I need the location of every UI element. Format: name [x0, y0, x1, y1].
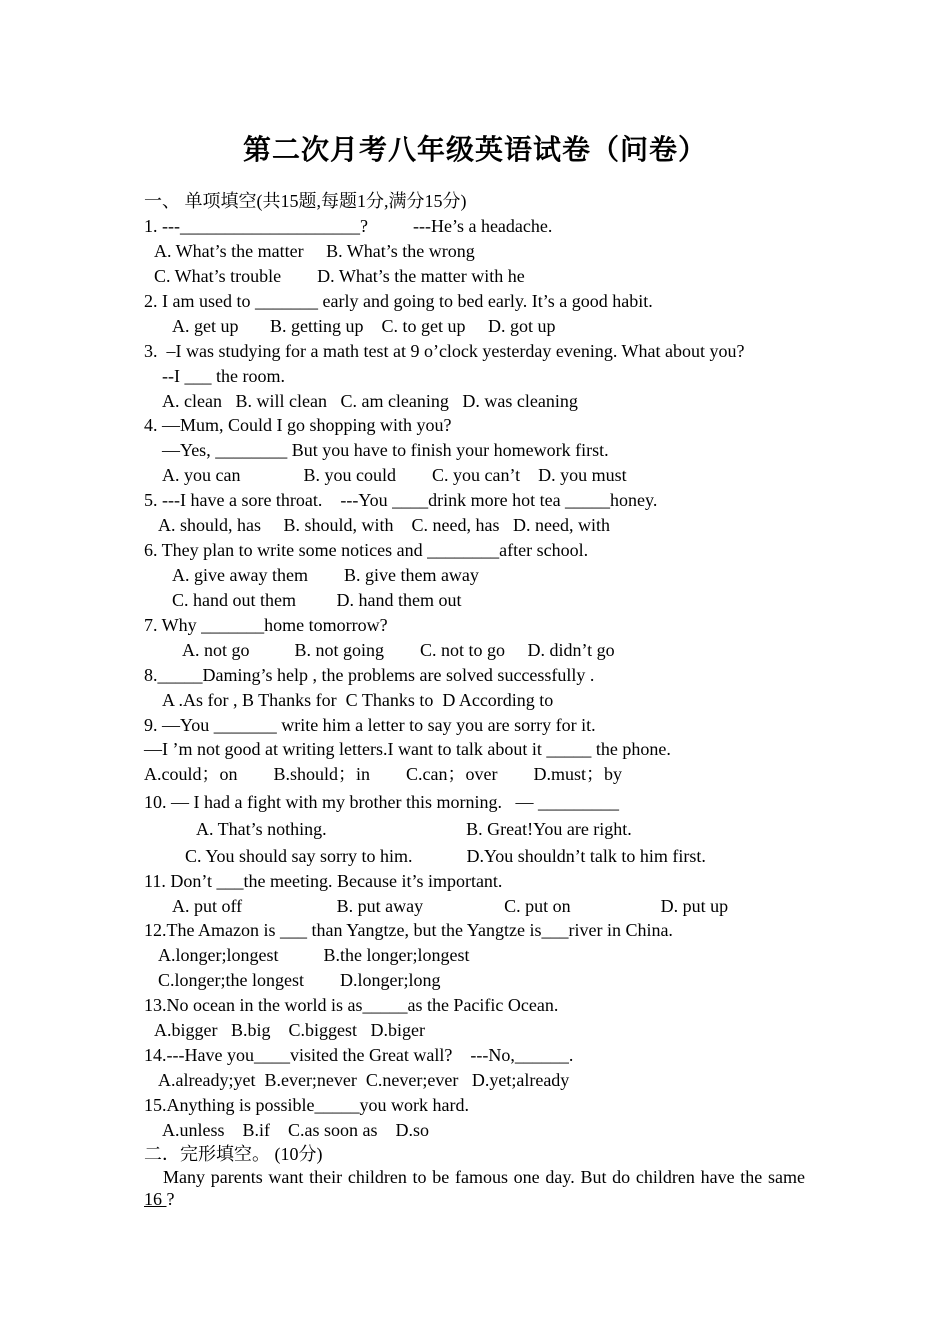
text-line: 13.No ocean in the world is as_____as the Pacific Ocean. — [144, 995, 559, 1015]
text-line: 9. —You _______ write him a letter to say you are sorry for it. — [144, 715, 596, 735]
text-line: C. What’s trouble D. What’s the matter with he — [154, 266, 525, 286]
text-line: 二．完形填空。 (10分) — [144, 1144, 323, 1164]
text-line: A. That’s nothing. B. Great!You are right. — [196, 819, 632, 839]
text-line: 11. Don’t ___the meeting. Because it’s important. — [144, 871, 503, 891]
text-line: A. should, has B. should, with C. need, has D. need, with — [158, 515, 610, 535]
text-line: 6. They plan to write some notices and ________after school. — [144, 540, 589, 560]
text-line: C. hand out them D. hand them out — [172, 590, 462, 610]
text-line: —I ’m not good at writing letters.I want to talk about it _____ the phone. — [144, 739, 671, 759]
text-line: A. put off B. put away C. put on D. put up — [172, 896, 729, 916]
text-line: 7. Why _______home tomorrow? — [144, 615, 388, 635]
text-line: A. get up B. getting up C. to get up D. got up — [172, 316, 556, 336]
text-line: --I ___ the room. — [162, 366, 285, 386]
text-line: A. give away them B. give them away — [172, 565, 479, 585]
text-line: C.longer;the longest D.longer;long — [158, 970, 441, 990]
text-line: A. What’s the matter B. What’s the wrong — [154, 241, 475, 261]
text-line: —Yes, ________ But you have to finish your homework first. — [162, 440, 609, 460]
text-line: A.could；on B.should；in C.can；over D.must；by — [144, 764, 622, 784]
text-line: 12.The Amazon is ___ than Yangtze, but the Yangtze is___river in China. — [144, 920, 673, 940]
exam-title: 第二次月考八年级英语试卷（问卷） — [242, 133, 707, 166]
text-line: 4. —Mum, Could I go shopping with you? — [144, 415, 452, 435]
text-line: A. clean B. will clean C. am cleaning D. was cleaning — [162, 391, 578, 411]
text-line: A.longer;longest B.the longer;longest — [158, 945, 470, 965]
text-line: 1. ---____________________? ---He’s a headache. — [144, 216, 553, 236]
passage-end: ? — [166, 1189, 175, 1209]
text-line: 3. –I was studying for a math test at 9 o’clock yesterday evening. What about you? — [144, 341, 745, 361]
blank-16: 16 — [144, 1189, 167, 1209]
text-line: 一、 单项填空(共15题,每题1分,满分15分) — [144, 191, 467, 211]
text-line: C. You should say sorry to him. D.You shouldn’t talk to him first. — [185, 846, 706, 866]
text-line: A. you can B. you could C. you can’t D. you must — [162, 465, 627, 485]
text-line: A .As for , B Thanks for C Thanks to D According to — [162, 690, 554, 710]
text-line: 15.Anything is possible_____you work hard. — [144, 1095, 469, 1115]
text-line: A.unless B.if C.as soon as D.so — [162, 1120, 430, 1140]
passage-text: Many parents want their children to be famous one day. But do children have the same — [163, 1167, 805, 1187]
text-line: 14.---Have you____visited the Great wall? ---No,______. — [144, 1045, 574, 1065]
text-line: A.already;yet B.ever;never C.never;ever D.yet;already — [158, 1070, 570, 1090]
cloze-passage — [144, 1166, 805, 1210]
text-line: 5. ---I have a sore throat. ---You ____drink more hot tea _____honey. — [144, 490, 658, 510]
text-line: 8._____Daming’s help , the problems are solved successfully . — [144, 665, 595, 685]
text-line: A. not go B. not going C. not to go D. didn’t go — [182, 640, 615, 660]
text-line: 10. — I had a fight with my brother this morning. — _________ — [144, 792, 619, 812]
text-line: A.bigger B.big C.biggest D.biger — [154, 1020, 425, 1040]
text-line: 2. I am used to _______ early and going to bed early. It’s a good habit. — [144, 291, 653, 311]
